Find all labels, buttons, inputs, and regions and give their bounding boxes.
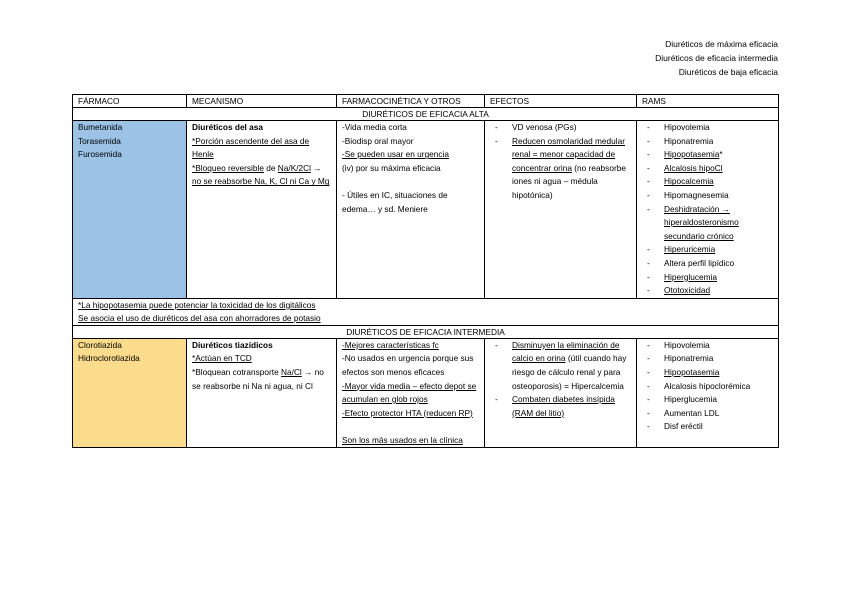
mecanismo-title: Diuréticos tiazídicos	[192, 339, 273, 350]
alta-farmacos-cell	[73, 121, 187, 299]
alta-notes-cell	[73, 298, 779, 325]
ram-item	[642, 393, 773, 407]
mecanismo-underlined: no se reabsorbe Na, K, Cl ni Ca y Mg	[192, 176, 330, 187]
intermedia-farmacos-cell	[73, 338, 187, 448]
header-efectos: EFECTOS	[485, 95, 637, 108]
alta-data-row	[73, 121, 779, 299]
note-text: *La hipopotasemia puede potenciar la toxicidad de los digitálicos	[78, 299, 316, 310]
ram-text: Hiponatremia	[664, 353, 714, 364]
fc-line: -Se pueden usar en urgencia	[342, 149, 450, 160]
section-alta-row	[73, 108, 779, 121]
efecto-item	[490, 393, 631, 420]
section-title-alta: DIURÉTICOS DE EFICACIA ALTA	[73, 108, 779, 121]
efecto-text: (útil cuando hay riesgo de cálculo renal y para osteoporosis) = Hipercalcemia	[512, 353, 627, 391]
legend-item-maxima: Diuréticos de máxima eficacia	[665, 39, 778, 49]
header-rams: RAMS	[637, 95, 779, 108]
fc-line: -Efecto protector HTA (reducen RP)	[342, 407, 473, 418]
mecanismo-underlined: Na/K/2Cl	[277, 162, 311, 173]
ram-item	[642, 175, 773, 189]
mecanismo-text	[192, 162, 331, 189]
legend-item-intermedia: Diuréticos de eficacia intermedia	[655, 53, 778, 63]
fc-line: -Biodisp oral mayor	[342, 135, 414, 146]
header-farmacocinetica: FARMACOCINÉTICA Y OTROS	[337, 95, 485, 108]
ram-text: Hiponatremia	[664, 135, 714, 146]
alta-efectos-cell	[485, 121, 637, 299]
rams-list	[642, 339, 773, 434]
header-row	[73, 95, 779, 108]
mecanismo-text: *Porción ascendente del asa de Henle	[192, 135, 310, 160]
ram-item	[642, 380, 773, 394]
mecanismo-text: *Actúan en TCD	[192, 353, 252, 364]
fc-line: -Mayor vida media – efecto depot se acumulan en glob rojos	[342, 380, 477, 405]
mecanismo-plain: de	[263, 162, 278, 173]
ram-item	[642, 339, 773, 353]
farmaco-name: Clorotiazida	[78, 339, 122, 350]
mecanismo-title: Diuréticos del asa	[192, 122, 264, 132]
efecto-underlined: Disminuyen la eliminación de calcio en orina	[512, 339, 620, 364]
ram-text: Deshidratación → hiperaldosteronismo secundario crónico	[664, 203, 739, 241]
section-title-intermedia: DIURÉTICOS DE EFICACIA INTERMEDIA	[73, 325, 779, 338]
ram-text: Hiperglucemia	[664, 271, 718, 282]
mecanismo-plain: *Bloquean cotransporte	[192, 366, 282, 377]
ram-item	[642, 135, 773, 149]
ram-text: Alcalosis hipoclorémica	[664, 380, 751, 391]
ram-text: Aumentan LDL	[664, 407, 720, 418]
intermedia-farmacocinetica-cell	[337, 338, 485, 448]
ram-text: Hipomagnesemia	[664, 189, 729, 200]
ram-text: Hipopotasemia	[664, 366, 720, 377]
note-text: Se asocia el uso de diuréticos del asa con ahorradores de potasio	[78, 312, 321, 323]
ram-text: Hiperglucemia	[664, 394, 718, 405]
efecto-underlined: Reducen osmolaridad medular renal = menor capacidad de concentrar orina	[512, 135, 625, 173]
intermedia-efectos-cell	[485, 338, 637, 448]
ram-item	[642, 352, 773, 366]
ram-item	[642, 148, 773, 162]
efecto-item	[490, 339, 631, 393]
header-farmaco: FÁRMACO	[73, 95, 187, 108]
ram-item	[642, 121, 773, 135]
ram-item	[642, 162, 773, 176]
rams-list	[642, 121, 773, 298]
alta-notes-row	[73, 298, 779, 325]
ram-text: Hipocalcemia	[664, 176, 714, 187]
diureticos-table	[72, 94, 779, 448]
ram-text: Hipovolemia	[664, 122, 710, 132]
mecanismo-text	[192, 366, 331, 393]
ram-item	[642, 407, 773, 421]
fc-line: Son los más usados en la clínica	[342, 434, 463, 445]
efectos-list	[490, 121, 631, 203]
farmaco-name: Hidroclorotiazida	[78, 353, 140, 364]
alta-mecanismo-cell	[187, 121, 337, 299]
legend-item-baja: Diuréticos de baja eficacia	[678, 67, 778, 77]
intermedia-mecanismo-cell	[187, 338, 337, 448]
ram-text: Alcalosis hipoCl	[664, 162, 723, 173]
ram-item	[642, 257, 773, 271]
ram-item	[642, 243, 773, 257]
farmaco-name: Torasemida	[78, 135, 121, 146]
ram-item	[642, 271, 773, 285]
intermedia-rams-cell	[637, 338, 779, 448]
header-mecanismo: MECANISMO	[187, 95, 337, 108]
fc-line: - Útiles en IC, situaciones de edema… y sd. Meniere	[342, 189, 448, 214]
fc-line: -Vida media corta	[342, 122, 407, 132]
fc-line: (iv) por su máxima eficacia	[342, 162, 441, 173]
fc-line: -No usados en urgencia porque sus efectos son menos eficaces	[342, 353, 474, 377]
efecto-item	[490, 135, 631, 203]
ram-item	[642, 189, 773, 203]
mecanismo-underlined: *Bloqueo reversible	[192, 162, 264, 173]
legend	[655, 37, 778, 79]
efecto-text: VD venosa (PGs)	[512, 122, 577, 132]
efectos-list	[490, 339, 631, 421]
ram-text: Disf eréctil	[664, 421, 703, 432]
ram-item	[642, 284, 773, 298]
mecanismo-plain: → no se reabsorbe ni Na ni agua, ni Cl	[192, 366, 324, 391]
section-intermedia-row	[73, 325, 779, 338]
farmaco-name: Furosemida	[78, 149, 122, 160]
ram-text: Hipopotasemia	[664, 149, 720, 160]
efecto-item	[490, 121, 631, 135]
alta-farmacocinetica-cell	[337, 121, 485, 299]
ram-text: Hipovolemia	[664, 339, 710, 350]
fc-line: -Mejores características fc	[342, 339, 439, 350]
efecto-underlined: Combaten diabetes insípida (RAM del litio)	[512, 394, 615, 418]
ram-suffix: *	[719, 149, 723, 160]
ram-item	[642, 366, 773, 380]
ram-item	[642, 203, 773, 244]
mecanismo-underlined: Na/Cl	[281, 366, 302, 377]
mecanismo-plain: →	[311, 162, 322, 173]
efecto-text: (no reabsorbe iones ni agua – médula hipotónica)	[512, 162, 626, 200]
ram-item	[642, 420, 773, 434]
intermedia-data-row	[73, 338, 779, 448]
farmaco-name: Bumetanida	[78, 122, 123, 132]
alta-rams-cell	[637, 121, 779, 299]
ram-text: Hiperuricemia	[664, 244, 716, 255]
ram-text: Ototoxicidad	[664, 285, 711, 296]
ram-text: Altera perfil lipídico	[664, 257, 735, 268]
